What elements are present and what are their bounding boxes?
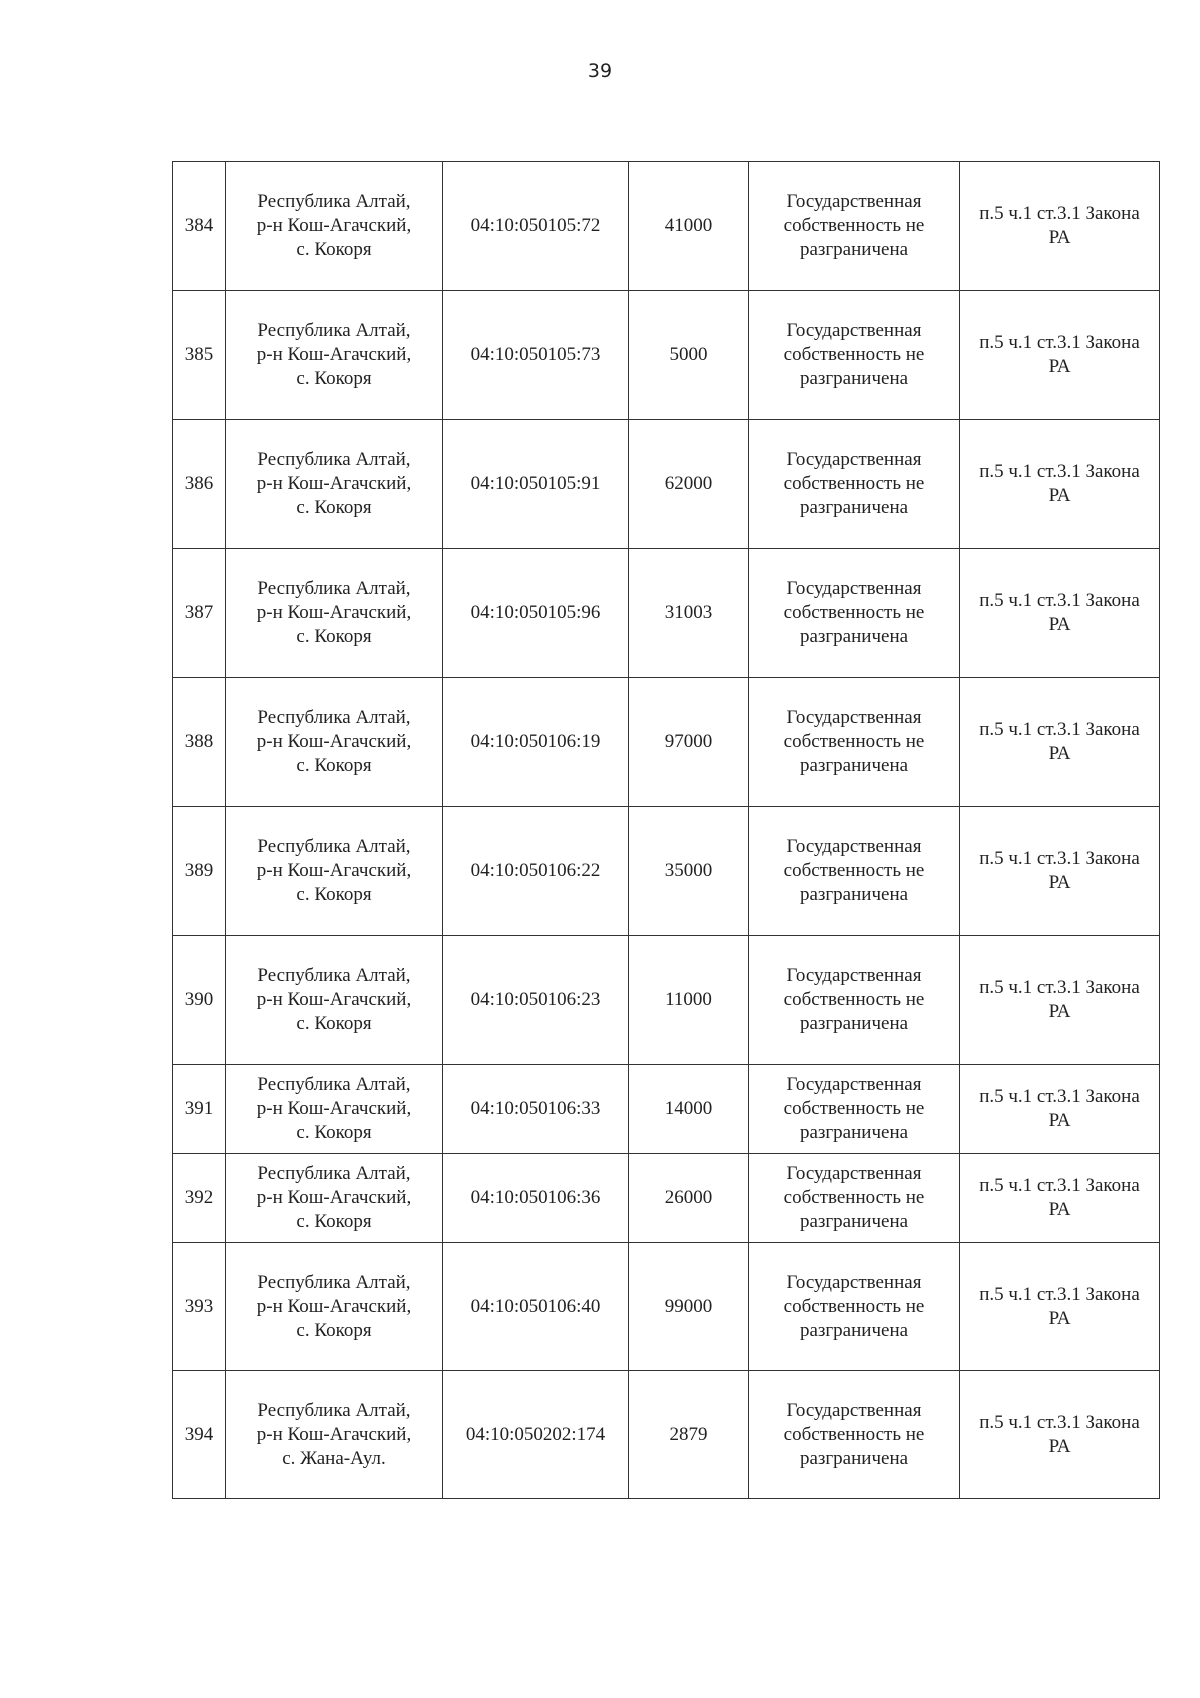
ownership-cell-line: Государственная — [786, 965, 922, 986]
cadastral-number-cell: 04:10:050105:73 — [443, 291, 629, 420]
ownership-cell-line: разграничена — [799, 368, 909, 389]
legal-basis-cell-line: РА — [1048, 872, 1071, 893]
ownership-cell — [749, 291, 960, 420]
address-cell — [226, 678, 443, 807]
area-cell: 97000 — [629, 678, 749, 807]
ownership-cell — [749, 162, 960, 291]
address-cell — [226, 807, 443, 936]
legal-basis-cell — [960, 291, 1160, 420]
address-cell-line: р-н Кош-Агачский, — [256, 989, 412, 1010]
land-plots-table — [172, 161, 1160, 1499]
table-row — [173, 420, 1160, 549]
address-cell-line: р-н Кош-Агачский, — [256, 1098, 412, 1119]
legal-basis-cell-line: п.5 ч.1 ст.3.1 Закона — [979, 332, 1140, 353]
address-cell — [226, 1154, 443, 1243]
legal-basis-cell-line: РА — [1048, 1110, 1071, 1131]
cadastral-number-cell: 04:10:050106:33 — [443, 1065, 629, 1154]
cadastral-number-cell: 04:10:050106:23 — [443, 936, 629, 1065]
legal-basis-cell-line: РА — [1048, 1435, 1071, 1457]
address-cell-line: р-н Кош-Агачский, — [256, 602, 412, 623]
row-number-cell: 384 — [173, 162, 226, 291]
address-cell-line: с. Жана-Аул. — [282, 1447, 386, 1469]
address-cell-line: с. Кокоря — [296, 368, 372, 389]
table-row — [173, 1154, 1160, 1243]
ownership-cell — [749, 1243, 960, 1371]
cadastral-number-cell: 04:10:050202:174 — [443, 1371, 629, 1499]
address-cell — [226, 1243, 443, 1371]
address-cell-line: Республика Алтай, — [257, 578, 411, 599]
area-cell: 99000 — [629, 1243, 749, 1371]
ownership-cell — [749, 1154, 960, 1243]
address-cell-line: р-н Кош-Агачский, — [256, 215, 412, 236]
area-cell: 11000 — [629, 936, 749, 1065]
table-row — [173, 1371, 1160, 1499]
address-cell-line: Республика Алтай, — [257, 836, 411, 857]
ownership-cell-line: собственность не — [783, 1187, 925, 1208]
ownership-cell-line: Государственная — [786, 449, 922, 470]
address-cell-line: Республика Алтай, — [257, 1163, 411, 1184]
address-cell-line: Республика Алтай, — [257, 191, 411, 212]
row-number-cell: 393 — [173, 1243, 226, 1371]
area-cell: 2879 — [629, 1371, 749, 1499]
ownership-cell-line: разграничена — [799, 626, 909, 647]
legal-basis-cell — [960, 1065, 1160, 1154]
ownership-cell — [749, 420, 960, 549]
address-cell — [226, 549, 443, 678]
legal-basis-cell-line: п.5 ч.1 ст.3.1 Закона — [979, 1283, 1140, 1305]
row-number-cell: 390 — [173, 936, 226, 1065]
ownership-cell-line: Государственная — [786, 578, 922, 599]
address-cell — [226, 162, 443, 291]
area-cell: 41000 — [629, 162, 749, 291]
address-cell — [226, 936, 443, 1065]
address-cell-line: с. Кокоря — [296, 497, 372, 518]
address-cell-line: Республика Алтай, — [257, 1271, 411, 1293]
cadastral-number-cell: 04:10:050106:22 — [443, 807, 629, 936]
ownership-cell-line: собственность не — [783, 344, 925, 365]
table-row — [173, 549, 1160, 678]
ownership-cell-line: собственность не — [783, 1098, 925, 1119]
address-cell-line: с. Кокоря — [296, 1122, 372, 1143]
ownership-cell-line: собственность не — [783, 860, 925, 881]
legal-basis-cell-line: РА — [1048, 1001, 1071, 1022]
address-cell-line: Республика Алтай, — [257, 965, 411, 986]
legal-basis-cell-line: п.5 ч.1 ст.3.1 Закона — [979, 1175, 1140, 1196]
table-body — [173, 162, 1160, 1499]
legal-basis-cell-line: РА — [1048, 1307, 1071, 1329]
ownership-cell — [749, 1371, 960, 1499]
legal-basis-cell-line: п.5 ч.1 ст.3.1 Закона — [979, 203, 1140, 224]
address-cell-line: с. Кокоря — [296, 1319, 372, 1341]
area-cell: 35000 — [629, 807, 749, 936]
legal-basis-cell-line: РА — [1048, 227, 1071, 248]
cadastral-number-cell: 04:10:050106:19 — [443, 678, 629, 807]
ownership-cell — [749, 936, 960, 1065]
address-cell-line: с. Кокоря — [296, 626, 372, 647]
table-row — [173, 807, 1160, 936]
area-cell: 62000 — [629, 420, 749, 549]
cadastral-number-cell: 04:10:050106:40 — [443, 1243, 629, 1371]
row-number-cell: 387 — [173, 549, 226, 678]
table-row — [173, 162, 1160, 291]
ownership-cell-line: собственность не — [783, 731, 925, 752]
legal-basis-cell — [960, 420, 1160, 549]
ownership-cell-line: Государственная — [786, 707, 922, 728]
table-row — [173, 936, 1160, 1065]
ownership-cell-line: Государственная — [786, 836, 922, 857]
cadastral-number-cell: 04:10:050106:36 — [443, 1154, 629, 1243]
ownership-cell — [749, 549, 960, 678]
legal-basis-cell — [960, 1371, 1160, 1499]
ownership-cell-line: собственность не — [783, 1295, 925, 1317]
ownership-cell — [749, 678, 960, 807]
ownership-cell-line: разграничена — [799, 1013, 909, 1034]
ownership-cell-line: Государственная — [786, 1163, 922, 1184]
row-number-cell: 394 — [173, 1371, 226, 1499]
legal-basis-cell — [960, 807, 1160, 936]
area-cell: 5000 — [629, 291, 749, 420]
area-cell: 14000 — [629, 1065, 749, 1154]
ownership-cell-line: Государственная — [786, 1271, 922, 1293]
address-cell-line: р-н Кош-Агачский, — [256, 1423, 412, 1445]
ownership-cell-line: Государственная — [786, 1074, 922, 1095]
ownership-cell — [749, 807, 960, 936]
area-cell: 26000 — [629, 1154, 749, 1243]
address-cell-line: р-н Кош-Агачский, — [256, 344, 412, 365]
legal-basis-cell — [960, 936, 1160, 1065]
legal-basis-cell-line: РА — [1048, 614, 1071, 635]
legal-basis-cell-line: п.5 ч.1 ст.3.1 Закона — [979, 848, 1140, 869]
table-row — [173, 1065, 1160, 1154]
legal-basis-cell-line: п.5 ч.1 ст.3.1 Закона — [979, 1086, 1140, 1107]
address-cell-line: с. Кокоря — [296, 1211, 372, 1232]
address-cell-line: Республика Алтай, — [257, 1074, 411, 1095]
area-cell: 31003 — [629, 549, 749, 678]
address-cell-line: с. Кокоря — [296, 1013, 372, 1034]
address-cell — [226, 1065, 443, 1154]
ownership-cell-line: собственность не — [783, 989, 925, 1010]
address-cell-line: р-н Кош-Агачский, — [256, 473, 412, 494]
address-cell-line: с. Кокоря — [296, 239, 372, 260]
address-cell-line: Республика Алтай, — [257, 320, 411, 341]
legal-basis-cell — [960, 549, 1160, 678]
address-cell — [226, 1371, 443, 1499]
ownership-cell-line: Государственная — [786, 320, 922, 341]
legal-basis-cell-line: п.5 ч.1 ст.3.1 Закона — [979, 977, 1140, 998]
address-cell — [226, 420, 443, 549]
ownership-cell-line: разграничена — [799, 884, 909, 905]
row-number-cell: 392 — [173, 1154, 226, 1243]
table-row — [173, 1243, 1160, 1371]
ownership-cell-line: Государственная — [786, 191, 922, 212]
legal-basis-cell — [960, 1243, 1160, 1371]
ownership-cell-line: собственность не — [783, 602, 925, 623]
legal-basis-cell-line: п.5 ч.1 ст.3.1 Закона — [979, 590, 1140, 611]
legal-basis-cell-line: п.5 ч.1 ст.3.1 Закона — [979, 1411, 1140, 1433]
address-cell-line: Республика Алтай, — [257, 449, 411, 470]
legal-basis-cell — [960, 162, 1160, 291]
address-cell-line: р-н Кош-Агачский, — [256, 1295, 412, 1317]
legal-basis-cell-line: п.5 ч.1 ст.3.1 Закона — [979, 719, 1140, 740]
legal-basis-cell-line: РА — [1048, 743, 1071, 764]
ownership-cell-line: собственность не — [783, 215, 925, 236]
ownership-cell-line: разграничена — [799, 1319, 909, 1341]
ownership-cell — [749, 1065, 960, 1154]
cadastral-number-cell: 04:10:050105:91 — [443, 420, 629, 549]
row-number-cell: 388 — [173, 678, 226, 807]
table-row — [173, 291, 1160, 420]
table-row — [173, 678, 1160, 807]
row-number-cell: 385 — [173, 291, 226, 420]
legal-basis-cell — [960, 1154, 1160, 1243]
legal-basis-cell-line: РА — [1048, 356, 1071, 377]
ownership-cell-line: разграничена — [799, 1447, 909, 1469]
legal-basis-cell-line: РА — [1048, 1199, 1071, 1220]
ownership-cell-line: собственность не — [783, 473, 925, 494]
ownership-cell-line: разграничена — [799, 1211, 909, 1232]
address-cell-line: с. Кокоря — [296, 884, 372, 905]
ownership-cell-line: разграничена — [799, 1122, 909, 1143]
address-cell-line: Республика Алтай, — [257, 707, 411, 728]
ownership-cell-line: разграничена — [799, 755, 909, 776]
ownership-cell-line: разграничена — [799, 497, 909, 518]
page-number: 39 — [587, 60, 613, 82]
address-cell-line: р-н Кош-Агачский, — [256, 1187, 412, 1208]
legal-basis-cell-line: РА — [1048, 485, 1071, 506]
address-cell-line: с. Кокоря — [296, 755, 372, 776]
address-cell-line: Республика Алтай, — [257, 1399, 411, 1421]
row-number-cell: 389 — [173, 807, 226, 936]
legal-basis-cell-line: п.5 ч.1 ст.3.1 Закона — [979, 461, 1140, 482]
address-cell-line: р-н Кош-Агачский, — [256, 860, 412, 881]
cadastral-number-cell: 04:10:050105:96 — [443, 549, 629, 678]
row-number-cell: 386 — [173, 420, 226, 549]
legal-basis-cell — [960, 678, 1160, 807]
ownership-cell-line: собственность не — [783, 1423, 925, 1445]
address-cell-line: р-н Кош-Агачский, — [256, 731, 412, 752]
row-number-cell: 391 — [173, 1065, 226, 1154]
cadastral-number-cell: 04:10:050105:72 — [443, 162, 629, 291]
address-cell — [226, 291, 443, 420]
ownership-cell-line: Государственная — [786, 1399, 922, 1421]
ownership-cell-line: разграничена — [799, 239, 909, 260]
